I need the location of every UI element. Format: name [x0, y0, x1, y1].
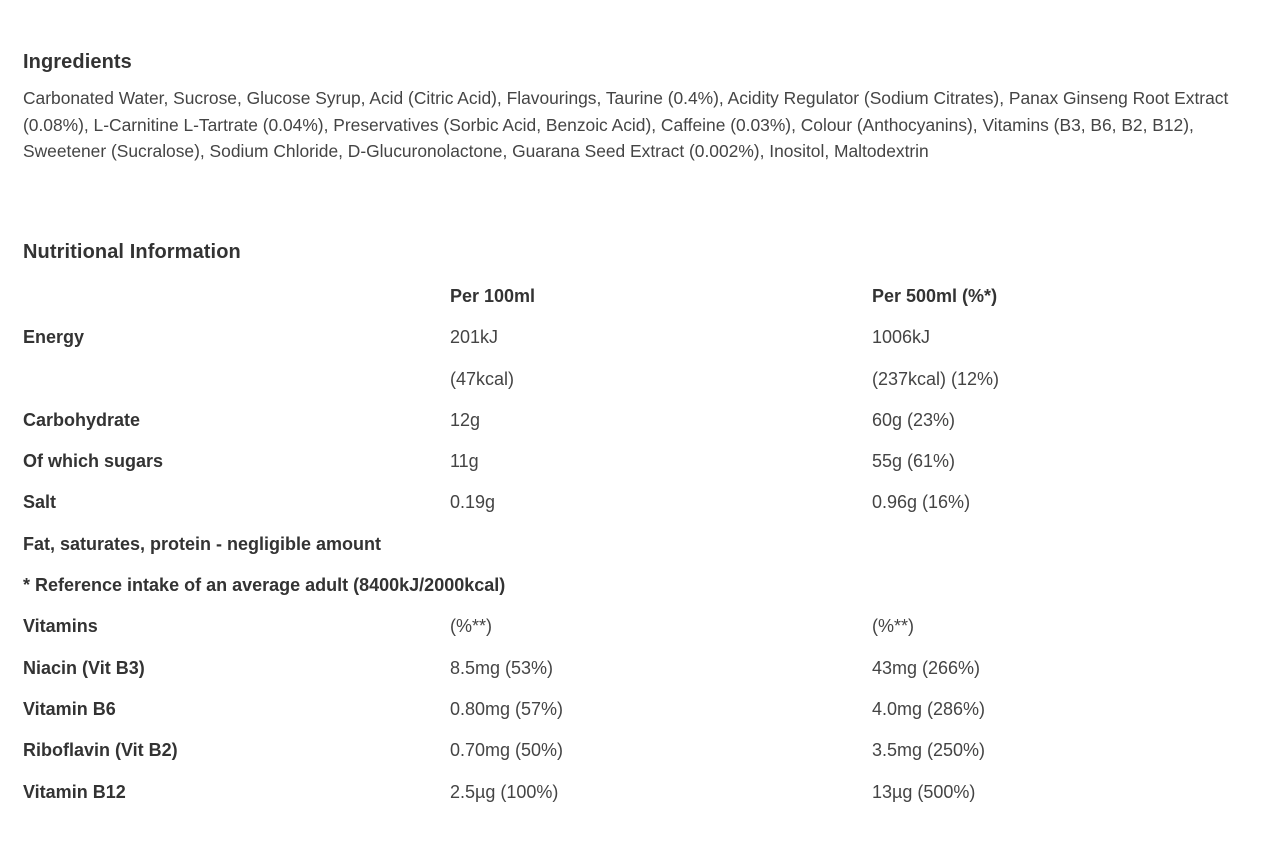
row-label: Energy	[23, 327, 85, 348]
nutrition-table	[23, 276, 1223, 813]
table-row-carbohydrate	[23, 400, 1223, 441]
value-per-100ml: 8.5mg (53%)	[450, 657, 554, 678]
value-per-500ml: 0.96g (16%)	[872, 492, 971, 513]
value-per-500ml: 13µg (500%)	[872, 781, 976, 802]
row-label: Niacin (Vit B3)	[23, 657, 145, 678]
vitamins-header-row	[23, 606, 1223, 647]
value-per-100ml: 201kJ	[450, 327, 499, 348]
value-per-500ml: (237kcal) (12%)	[872, 368, 1000, 389]
reference-note-row	[23, 565, 1223, 606]
value-per-100ml: 0.80mg (57%)	[450, 698, 564, 719]
vitamins-per-500ml-unit: (%**)	[872, 616, 915, 637]
value-per-500ml: 1006kJ	[872, 327, 931, 348]
ingredients-heading: Ingredients	[23, 51, 132, 73]
value-per-500ml: 43mg (266%)	[872, 657, 981, 678]
value-per-500ml: 60g (23%)	[872, 409, 956, 430]
row-label: Riboflavin (Vit B2)	[23, 740, 178, 761]
column-header-per-100ml: Per 100ml	[450, 286, 536, 306]
table-row-riboflavin	[23, 730, 1223, 771]
row-label: Carbohydrate	[23, 409, 141, 430]
row-label: Vitamin B12	[23, 781, 126, 802]
row-label: Vitamin B6	[23, 698, 116, 719]
negligible-note: Fat, saturates, protein - negligible amount	[23, 533, 382, 554]
table-row-vitamin-b12	[23, 772, 1223, 813]
table-header-row	[23, 276, 1223, 317]
negligible-note-row	[23, 524, 1223, 565]
column-header-per-500ml: Per 500ml (%*)	[872, 286, 998, 306]
value-per-100ml: 2.5µg (100%)	[450, 781, 559, 802]
table-row-sugars	[23, 441, 1223, 482]
value-per-500ml: 55g (61%)	[872, 451, 956, 472]
value-per-100ml: 11g	[450, 451, 479, 472]
vitamins-per-100ml-unit: (%**)	[450, 616, 493, 637]
row-label: Of which sugars	[23, 451, 164, 472]
value-per-500ml: 4.0mg (286%)	[872, 698, 986, 719]
value-per-500ml: 3.5mg (250%)	[872, 740, 986, 761]
nutrition-heading: Nutritional Information	[23, 241, 241, 263]
value-per-100ml: 12g	[450, 409, 481, 430]
reference-intake-note: * Reference intake of an average adult (8400kJ/2000kcal)	[23, 575, 506, 596]
table-row-niacin	[23, 648, 1223, 689]
value-per-100ml: 0.19g	[450, 492, 496, 513]
table-row-energy-kj	[23, 317, 1223, 358]
row-label: Salt	[23, 492, 57, 513]
value-per-100ml: 0.70mg (50%)	[450, 740, 564, 761]
ingredients-text: Carbonated Water, Sucrose, Glucose Syrup, Acid (Citric Acid), Flavourings, Taurine (0.4%), Acidity Regulator (Sodium Citrates), Panax Ginseng Root Extract (0.08%), L-Carnitine L-Tartrate (0.04%), Preservatives (Sorbic Acid, Benzoic Acid), Caffeine (0.03%), Colour (Anthocyanins), Vitamins (B3, B6, B2, B12), Sweetener (Sucralose), Sodium Chloride, D-Glucuronolactone, Guarana Seed Extract (0.002%), Inositol, Maltodextrin	[23, 88, 1229, 162]
table-row-energy-kcal	[23, 359, 1223, 400]
vitamins-label: Vitamins	[23, 616, 98, 637]
value-per-100ml: (47kcal)	[450, 368, 515, 389]
table-row-vitamin-b6	[23, 689, 1223, 730]
table-row-salt	[23, 482, 1223, 523]
